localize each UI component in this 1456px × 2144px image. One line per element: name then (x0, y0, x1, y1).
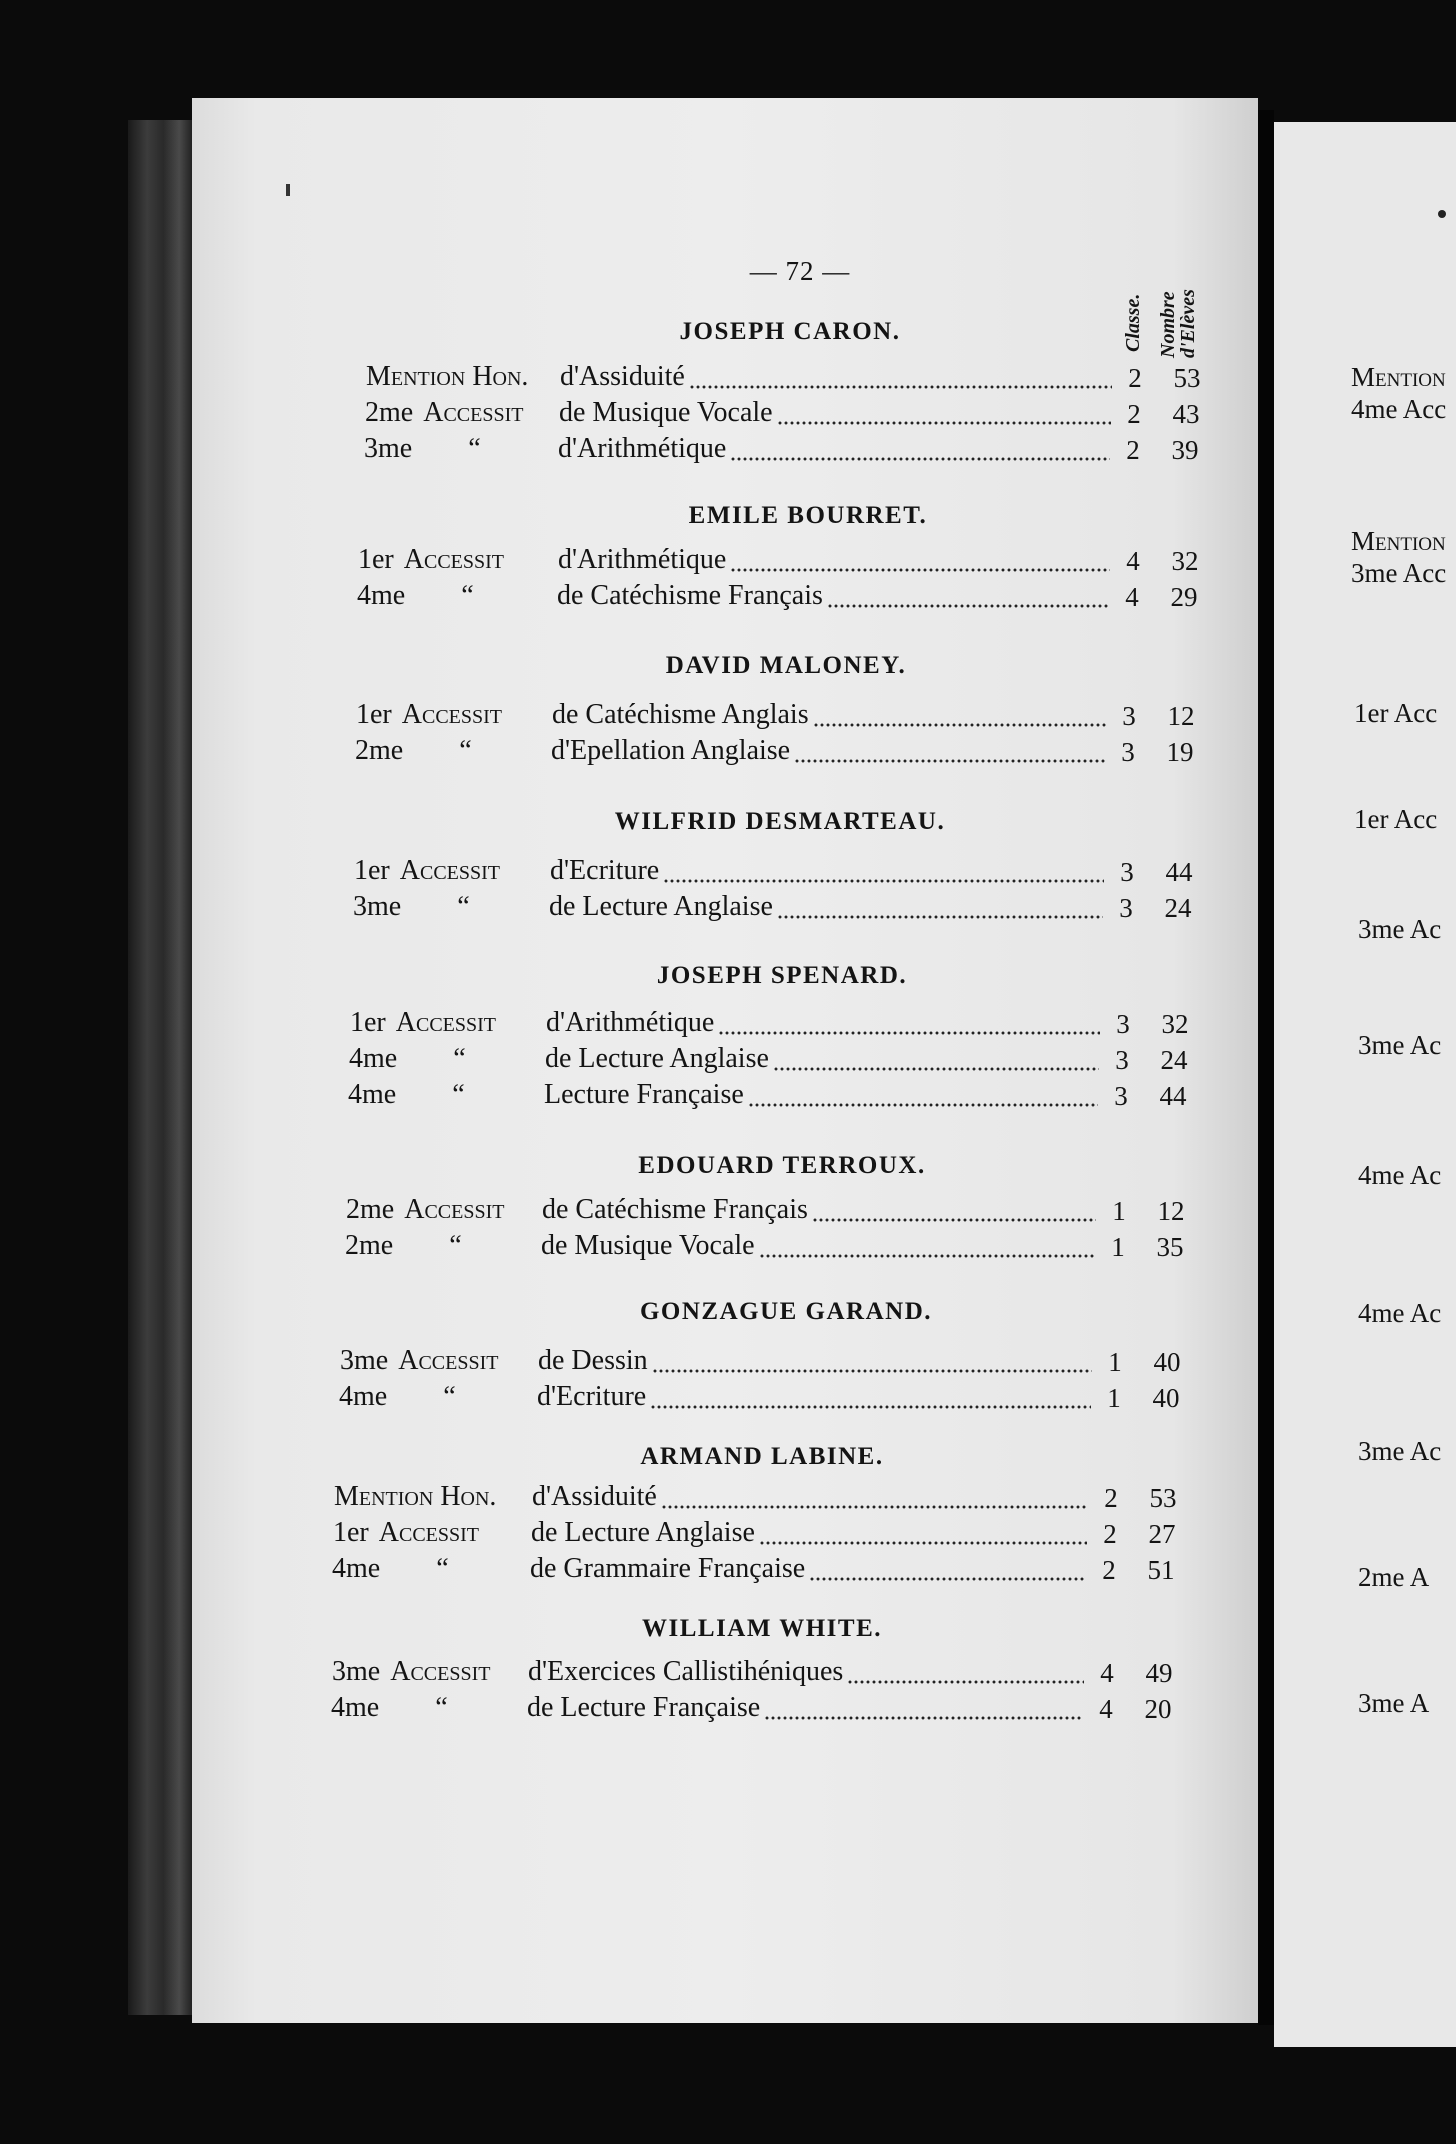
classe-value: 3 (1120, 857, 1134, 887)
award-row (0, 699, 1456, 735)
award-rank-number: 4me (331, 1692, 380, 1723)
classe-value: 3 (1122, 701, 1136, 731)
award-rank (354, 855, 500, 887)
award-rank (334, 1481, 496, 1513)
eleves-value: 12 (1167, 701, 1195, 731)
award-row (0, 1692, 1456, 1728)
eleves-value: 44 (1165, 857, 1193, 887)
dot-leader (661, 1505, 1088, 1509)
award-subject: d'Ecriture (537, 1381, 647, 1412)
award-subject: de Catéchisme Français (557, 580, 823, 611)
eleves-value: 51 (1147, 1555, 1175, 1585)
classe-value: 3 (1115, 1045, 1129, 1075)
right-page-fragment: 3me Ac (1358, 1030, 1442, 1060)
award-subject: d'Ecriture (550, 855, 660, 886)
award-rank (353, 891, 470, 923)
eleves-value: 53 (1149, 1483, 1177, 1513)
right-page-fragment: 2me A (1358, 1562, 1430, 1592)
eleves-value: 27 (1148, 1519, 1176, 1549)
award-rank-number: 1er (333, 1517, 369, 1548)
award-row (0, 544, 1456, 580)
award-rank (333, 1517, 479, 1549)
award-rank-word: “ (449, 1230, 462, 1261)
eleves-value: 43 (1172, 399, 1200, 429)
award-rank-word: Accessit (398, 1345, 499, 1376)
award-rank (355, 735, 472, 767)
award-rank (339, 1381, 456, 1413)
award-rank-word: “ (436, 1553, 449, 1584)
award-rank (349, 1043, 466, 1075)
classe-value: 1 (1108, 1347, 1122, 1377)
award-row (0, 855, 1456, 891)
award-rank-word: “ (468, 433, 481, 464)
award-row (0, 891, 1456, 927)
classe-value: 4 (1125, 582, 1139, 612)
award-rank-word: Accessit (399, 855, 501, 886)
dot-leader (827, 604, 1109, 608)
award-rank (356, 699, 502, 731)
classe-value: 3 (1119, 893, 1133, 923)
classe-value: 4 (1100, 1658, 1114, 1688)
award-rank-number: 3me (353, 891, 402, 922)
award-rank-number: 1er (358, 544, 394, 575)
classe-value: 3 (1121, 737, 1135, 767)
award-rank-word: “ (461, 580, 474, 611)
student-name: WILFRID DESMARTEAU. (614, 808, 946, 835)
eleves-value: 35 (1156, 1232, 1184, 1262)
classe-value: 4 (1099, 1694, 1113, 1724)
student-name: DAVID MALONEY. (665, 652, 907, 679)
award-rank-word: Accessit (403, 544, 505, 575)
right-page-fragment: 4me Ac (1358, 1160, 1442, 1190)
eleves-value: 29 (1170, 582, 1198, 612)
dot-leader (777, 915, 1103, 919)
classe-value: 1 (1112, 1196, 1126, 1226)
award-rank-number: 4me (332, 1553, 381, 1584)
eleves-value: 49 (1145, 1658, 1173, 1688)
eleves-value: 53 (1173, 363, 1201, 393)
award-rank-word: “ (453, 1043, 466, 1074)
eleves-value: 32 (1171, 546, 1199, 576)
eleves-value: 12 (1157, 1196, 1185, 1226)
dot-leader (718, 1031, 1100, 1035)
award-row (0, 397, 1456, 433)
award-subject: d'Arithmétique (558, 544, 727, 575)
eleves-value: 40 (1153, 1347, 1181, 1377)
dot-leader (652, 1369, 1092, 1373)
eleves-value: 39 (1171, 435, 1199, 465)
dot-leader (748, 1103, 1098, 1107)
award-rank (331, 1692, 448, 1724)
dot-leader (809, 1577, 1086, 1581)
dot-leader (847, 1680, 1084, 1684)
right-page-fragment: 3me A (1358, 1688, 1430, 1718)
award-rank-number: 2me (365, 397, 414, 428)
student-name: EMILE BOURRET. (688, 502, 928, 529)
dot-leader (773, 1067, 1099, 1071)
award-row (0, 1007, 1456, 1043)
award-rank-number: 1er (354, 855, 390, 886)
award-rank (358, 544, 504, 576)
dot-leader (794, 759, 1105, 763)
award-subject: d'Assiduité (532, 1481, 657, 1512)
column-header-classe: Classe. (1122, 293, 1144, 352)
classe-value: 2 (1126, 435, 1140, 465)
dot-leader (759, 1541, 1087, 1545)
right-page-fragment: 3me Ac (1358, 914, 1442, 944)
award-rank-word: Accessit (395, 1007, 497, 1038)
right-page-fragment: Mention (1351, 362, 1446, 392)
award-rank-number: 3me (364, 433, 413, 464)
eleves-value: 24 (1160, 1045, 1188, 1075)
student-name: ARMAND LABINE. (640, 1443, 884, 1470)
award-rank (345, 1230, 462, 1262)
award-subject: de Lecture Française (527, 1692, 761, 1723)
award-row (0, 1194, 1456, 1230)
award-row (0, 1230, 1456, 1266)
award-rank-word: Accessit (401, 699, 503, 730)
right-page-fragment: 1er Acc (1354, 804, 1438, 834)
award-row (0, 1517, 1456, 1553)
award-rank-number: 2me (345, 1230, 394, 1261)
award-rank-number: 4me (349, 1043, 398, 1074)
dot-leader (730, 457, 1110, 461)
award-subject: de Lecture Anglaise (549, 891, 773, 922)
award-subject: de Lecture Anglaise (545, 1043, 769, 1074)
award-rank-number: 4me (339, 1381, 388, 1412)
award-rank (340, 1345, 498, 1377)
ink-mark (286, 184, 290, 196)
award-subject: d'Assiduité (560, 361, 685, 392)
page-number: — 72 — (749, 256, 851, 286)
award-rank-number: 4me (357, 580, 406, 611)
eleves-value: 44 (1159, 1081, 1187, 1111)
column-header-nombre-line1: Nombre (1157, 291, 1179, 358)
award-subject: d'Exercices Callistihéniques (528, 1656, 844, 1687)
student-name: JOSEPH CARON. (679, 318, 901, 345)
classe-value: 2 (1127, 399, 1141, 429)
award-row (0, 580, 1456, 616)
award-rank-word: Accessit (390, 1656, 491, 1687)
eleves-value: 40 (1152, 1383, 1180, 1413)
award-subject: de Lecture Anglaise (531, 1517, 755, 1548)
award-subject: d'Arithmétique (558, 433, 727, 464)
award-rank-word: Accessit (423, 397, 524, 428)
eleves-value: 19 (1166, 737, 1194, 767)
award-rank-word: “ (443, 1381, 456, 1412)
award-subject: de Grammaire Française (530, 1553, 806, 1584)
award-rank (348, 1079, 465, 1111)
award-rank-number: 3me (332, 1656, 381, 1687)
award-row (0, 361, 1456, 397)
ink-dot (1438, 210, 1446, 218)
column-header-nombre-line2: d'Elèves (1177, 289, 1199, 358)
column-header-nombre (1158, 289, 1198, 358)
eleves-value: 24 (1164, 893, 1192, 923)
award-row (0, 1043, 1456, 1079)
dot-leader (663, 879, 1104, 883)
dot-leader (730, 568, 1110, 572)
right-page-fragment: 3me Ac (1358, 1436, 1442, 1466)
award-rank (366, 361, 528, 393)
student-name: WILLIAM WHITE. (641, 1615, 883, 1642)
award-row (0, 1553, 1456, 1589)
award-rank (332, 1553, 449, 1585)
right-page-fragment: 4me Ac (1358, 1298, 1442, 1328)
classe-value: 2 (1104, 1483, 1118, 1513)
classe-value: 2 (1103, 1519, 1117, 1549)
award-rank-word: “ (459, 735, 472, 766)
award-rank-number: 2me (355, 735, 404, 766)
award-rank-number: 3me (340, 1345, 389, 1376)
right-page-fragment: 3me Acc (1351, 558, 1447, 588)
dot-leader (689, 385, 1112, 389)
award-rank (364, 433, 481, 465)
classe-value: 3 (1114, 1081, 1128, 1111)
award-row (0, 1481, 1456, 1517)
award-rank (350, 1007, 496, 1039)
classe-value: 1 (1107, 1383, 1121, 1413)
award-rank-word: Mention Hon. (334, 1481, 497, 1512)
award-rank-word: Accessit (378, 1517, 480, 1548)
award-rank-word: “ (452, 1079, 465, 1110)
award-subject: de Dessin (538, 1345, 648, 1376)
award-row (0, 735, 1456, 771)
award-rank-word: “ (457, 891, 470, 922)
award-rank (365, 397, 523, 429)
right-page-fragment: Mention (1351, 526, 1446, 556)
award-subject: de Catéchisme Anglais (552, 699, 809, 730)
award-rank (346, 1194, 504, 1226)
classe-value: 4 (1126, 546, 1140, 576)
right-page-fragment: 4me Acc (1351, 394, 1447, 424)
award-rank-word: “ (435, 1692, 448, 1723)
award-row (0, 1381, 1456, 1417)
award-rank (332, 1656, 490, 1688)
dot-leader (759, 1254, 1095, 1258)
award-rank (357, 580, 474, 612)
student-name: JOSEPH SPENARD. (656, 962, 908, 989)
award-subject: d'Arithmétique (546, 1007, 715, 1038)
award-row (0, 1079, 1456, 1115)
student-name: GONZAGUE GARAND. (639, 1298, 933, 1325)
dot-leader (764, 1716, 1083, 1720)
award-subject: de Musique Vocale (541, 1230, 755, 1261)
dot-leader (777, 421, 1111, 425)
dot-leader (813, 723, 1106, 727)
award-subject: d'Epellation Anglaise (551, 735, 791, 766)
dot-leader (650, 1405, 1091, 1409)
right-page-fragment: 1er Acc (1354, 698, 1438, 728)
student-name: EDOUARD TERROUX. (638, 1152, 926, 1179)
award-rank-word: Accessit (404, 1194, 505, 1225)
classe-value: 2 (1102, 1555, 1116, 1585)
award-row (0, 1656, 1456, 1692)
dot-leader (812, 1218, 1096, 1222)
eleves-value: 20 (1144, 1694, 1172, 1724)
award-rank-number: 1er (356, 699, 392, 730)
award-subject: Lecture Française (544, 1079, 744, 1110)
classe-value: 1 (1111, 1232, 1125, 1262)
award-rank-number: 1er (350, 1007, 386, 1038)
classe-value: 2 (1128, 363, 1142, 393)
eleves-value: 32 (1161, 1009, 1189, 1039)
award-rank-number: 2me (346, 1194, 395, 1225)
award-subject: de Catéchisme Français (542, 1194, 808, 1225)
award-rank-word: Mention Hon. (366, 361, 529, 392)
classe-value: 3 (1116, 1009, 1130, 1039)
award-rank-number: 4me (348, 1079, 397, 1110)
award-row (0, 1345, 1456, 1381)
award-row (0, 433, 1456, 469)
award-subject: de Musique Vocale (559, 397, 773, 428)
